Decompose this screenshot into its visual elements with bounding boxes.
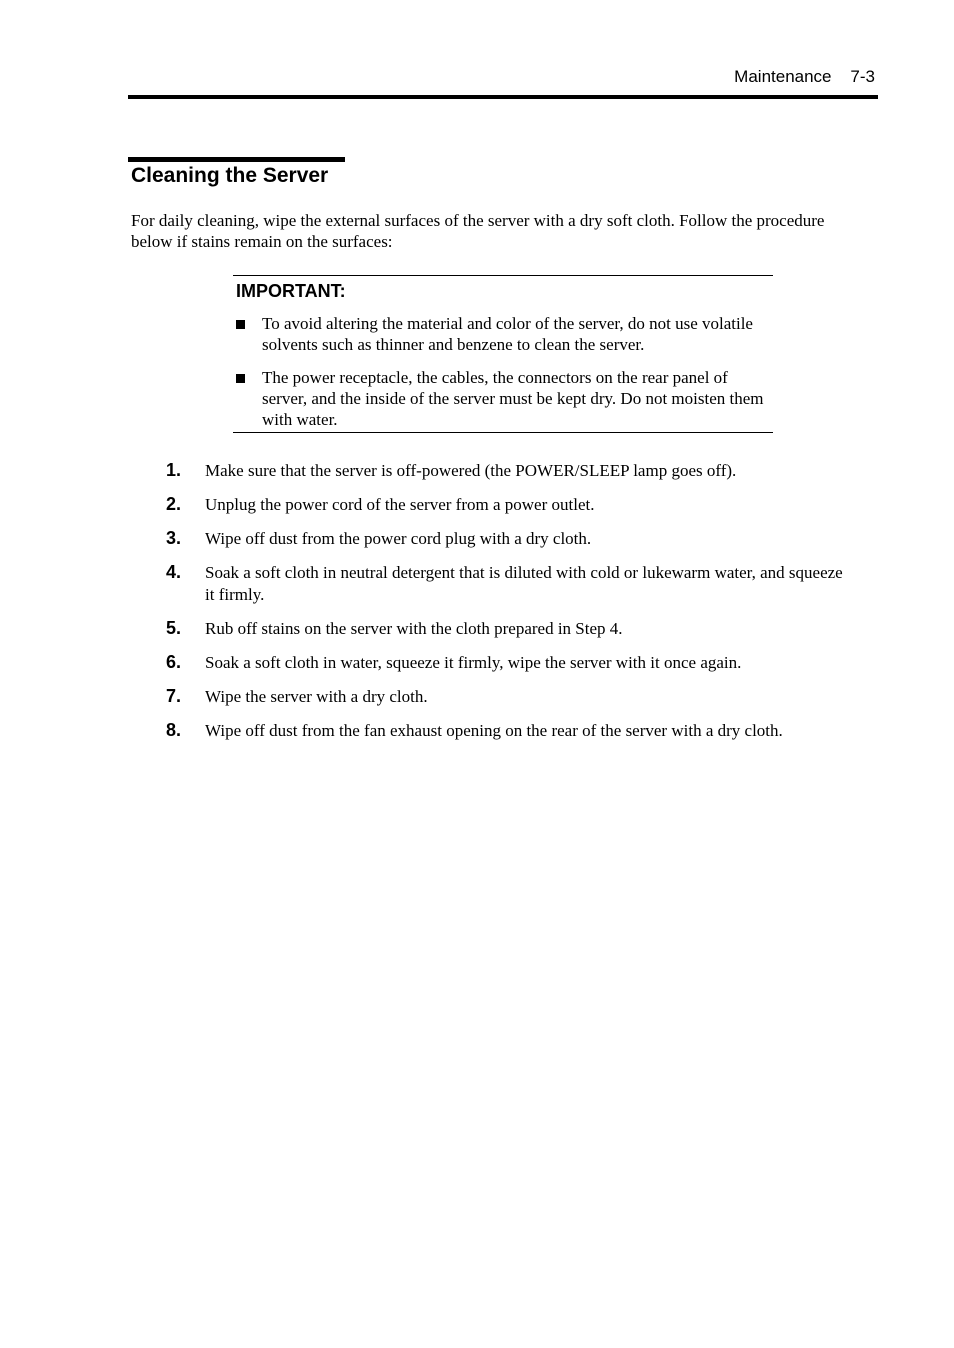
square-bullet-icon (236, 374, 245, 383)
step-number: 6. (166, 652, 182, 672)
important-title: IMPORTANT: (236, 281, 346, 301)
section-title: Cleaning the Server (131, 164, 329, 187)
step-text: Unplug the power cord of the server from a power outlet. (205, 495, 595, 514)
important-item-text: To avoid altering the material and color of the server, do not use volatile solvents such as thinner and benzene to clean the server. (262, 314, 753, 354)
step-number: 4. (166, 562, 182, 582)
step-text: Soak a soft cloth in water, squeeze it firmly, wipe the server with it once again. (205, 653, 742, 672)
intro-paragraph: For daily cleaning, wipe the external surfaces of the server with a dry soft cloth. Follow the procedure below if stains remain on the surfaces: (131, 211, 825, 251)
step-text: Wipe off dust from the fan exhaust opening on the rear of the server with a dry cloth. (205, 721, 783, 740)
step-text: Wipe off dust from the power cord plug with a dry cloth. (205, 529, 592, 548)
step-number: 1. (166, 460, 182, 480)
step-number: 8. (166, 720, 182, 740)
important-notice (233, 275, 773, 433)
square-bullet-icon (236, 320, 245, 329)
step-text: Soak a soft cloth in neutral detergent that is diluted with cold or lukewarm water, and squeeze it firmly. (205, 563, 843, 604)
step-number: 2. (166, 494, 182, 514)
important-item-text: The power receptacle, the cables, the connectors on the rear panel of server, and the inside of the server must be kept dry. Do not moisten them with water. (262, 368, 764, 429)
step-text: Rub off stains on the server with the cloth prepared in Step 4. (205, 619, 623, 638)
header-page-number: 7-3 (850, 67, 875, 86)
step-text: Make sure that the server is off-powered (the POWER/SLEEP lamp goes off). (205, 461, 737, 480)
page-header (734, 66, 875, 88)
step-text: Wipe the server with a dry cloth. (205, 687, 428, 706)
step-number: 3. (166, 528, 182, 548)
step-number: 5. (166, 618, 182, 638)
header-rule (128, 95, 878, 99)
step-number: 7. (166, 686, 182, 706)
header-section-title: Maintenance (734, 67, 832, 86)
